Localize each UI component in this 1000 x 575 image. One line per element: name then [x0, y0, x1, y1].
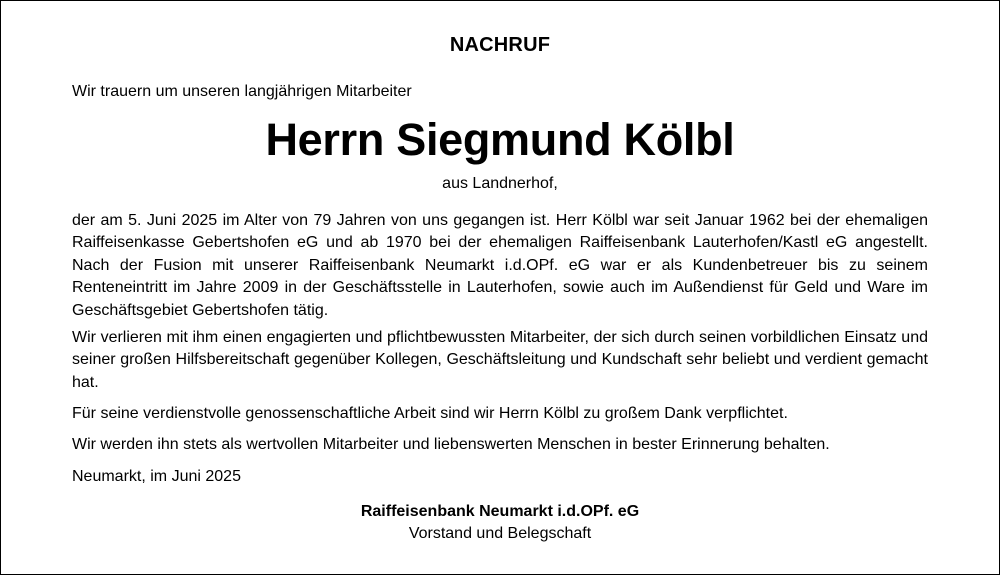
- biography-paragraph: der am 5. Juni 2025 im Alter von 79 Jahren von uns gegangen ist. Herr Kölbl war seit Januar 1962 bei der ehemaligen Raiffeisenkasse Gebertshofen eG und ab 1970 bei der ehemaligen Raiffeisenbank Lauterhofen/Kastl eG angestellt. Nach der Fusion mit unserer Raiffeisenbank Neumarkt i.d.OPf. eG war er als Kundenbetreuer bis zu seinem Renteneintritt im Jahre 2009 in der Geschäftsstelle in Lauterhofen, sowie auch im Außendienst für Geld und Ware im Geschäftsgebiet Gebertshofen tätig.: [72, 212, 928, 319]
- gratitude-paragraph: Für seine verdienstvolle genossenschaftliche Arbeit sind wir Herrn Kölbl zu großem Dank verpflichtet.: [72, 405, 788, 422]
- signature-organization: Raiffeisenbank Neumarkt i.d.OPf. eG: [360, 503, 640, 520]
- notice-heading: NACHRUF: [449, 34, 551, 56]
- origin-line: aus Landnerhof,: [442, 175, 558, 192]
- deceased-name: Herrn Siegmund Kölbl: [265, 114, 735, 165]
- place-date: Neumarkt, im Juni 2025: [72, 468, 241, 485]
- remembrance-paragraph: Wir werden ihn stets als wertvollen Mitarbeiter und liebenswerten Menschen in bester Erinnerung behalten.: [72, 436, 830, 453]
- tribute-paragraph: Wir verlieren mit ihm einen engagierten und pflichtbewussten Mitarbeiter, der sich durch seinen vorbildlichen Einsatz und seiner großen Hilfsbereitschaft gegenüber Kollegen, Geschäftsleitung und Kundschaft sehr beliebt und verdient gemacht hat.: [72, 329, 928, 391]
- obituary-notice: [1, 1, 999, 574]
- intro-line: Wir trauern um unseren langjährigen Mitarbeiter: [72, 83, 412, 100]
- signature-group: Vorstand und Belegschaft: [408, 525, 592, 542]
